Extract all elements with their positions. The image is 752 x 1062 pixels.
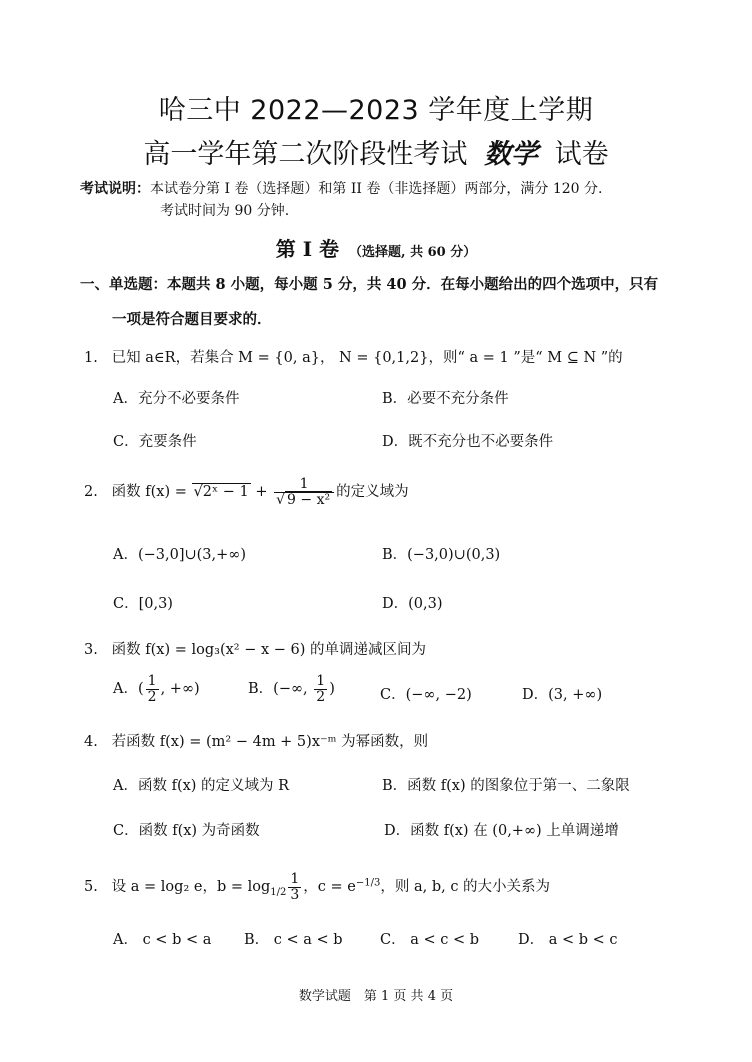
exam-subject: 数学 — [484, 139, 538, 170]
option-c: C．充要条件 — [113, 434, 197, 450]
option-c: C．函数 f(x) 为奇函数 — [113, 823, 260, 839]
option-b: B． c < a < b — [244, 932, 343, 948]
option-b: B．(−∞, $\frac{1}{2}$ ) — [248, 673, 335, 705]
fraction: $\frac{1}{\text{√ 9 − x²}}$ — [274, 477, 334, 507]
option-c: C． a < c < b — [380, 932, 479, 948]
question-text: 已知 a∈R，若集合 M = {0, a}， N = {0,1,2}，则“ a = 1 ”是“ M ⊆ N ”的 — [111, 350, 623, 366]
part1-instructions-line2: 一项是符合题目要求的． — [112, 311, 272, 328]
question-text: 若函数 f(x) = (m² − 4m + 5)x⁻ᵐ 为幂函数，则 — [111, 734, 429, 750]
question-3 — [84, 638, 426, 659]
option-a: A．(−3,0]∪(3,+∞) — [113, 547, 247, 563]
option-a: A．充分不必要条件 — [113, 391, 240, 407]
question-text: 函数 f(x) = log₃(x² − x − 6) 的单调递减区间为 — [111, 642, 427, 658]
exam-title-line2 — [0, 132, 752, 171]
option-d: D．既不充分也不必要条件 — [382, 434, 554, 450]
question-number: 5. — [84, 879, 98, 896]
option-a: A．( $\frac{1}{2}$ , +∞) — [113, 673, 200, 705]
option-c: C．(−∞, −2) — [380, 687, 472, 703]
section-subtitle: （选择题, 共 60 分） — [349, 245, 477, 260]
section-title: 第 I 卷 — [275, 237, 340, 261]
option-c: C．[0,3) — [113, 596, 173, 612]
question-number: 2. — [84, 484, 98, 501]
instructions-line1 — [80, 178, 602, 198]
exam-title-suffix: 试卷 — [554, 139, 609, 170]
option-d: D．(0,3) — [382, 596, 443, 612]
question-number: 3. — [84, 642, 98, 658]
part1-instructions-line1: 一、单选题：本题共 8 小题，每小题 5 分，共 40 分．在每小题给出的四个选项中，只有 — [80, 276, 659, 293]
option-b: B．(−3,0)∪(0,3) — [382, 547, 501, 563]
instructions-label: 考试说明： — [80, 181, 150, 197]
option-b: B．必要不充分条件 — [382, 391, 509, 407]
question-text-suffix: 的定义域为 — [336, 484, 409, 501]
option-b: B．函数 f(x) 的图象位于第一、二象限 — [382, 778, 630, 794]
question-2: 2. 函数 f(x) = √2ˣ − 1 + $\frac{1}{\text{√ 9 − x²}}$ 的定义域为 — [84, 476, 409, 508]
question-1 — [84, 346, 623, 367]
option-a: A．函数 f(x) 的定义域为 R — [113, 778, 290, 794]
instructions-line2: 考试时间为 90 分钟. — [160, 203, 290, 219]
exam-title-main: 高一学年第二次阶段性考试 — [143, 139, 468, 170]
instructions-text1: 本试卷分第 I 卷（选择题）和第 II 卷（非选择题）两部分，满分 120 分. — [150, 181, 603, 197]
question-4 — [84, 730, 428, 751]
section-heading — [0, 233, 752, 262]
question-5: 5. 设 a = log₂ e，$b = \log_{1/2}$ $\frac{1}{3}$ ，$c = e^{-1/3}$，则 a, b, c 的大小关系为 — [84, 871, 551, 903]
option-a: A． c < b < a — [113, 932, 212, 948]
exam-title-line1: 哈三中 2022—2023 学年度上学期 — [158, 95, 594, 126]
page-footer: 数学试题 第 1 页 共 4 页 — [298, 989, 454, 1004]
option-d: D．函数 f(x) 在 (0,+∞) 上单调递增 — [384, 823, 619, 839]
option-d: D． a < b < c — [518, 932, 618, 948]
question-number: 1. — [84, 350, 98, 366]
question-number: 4. — [84, 734, 98, 750]
sqrt-expression: √2ˣ − 1 — [193, 484, 249, 501]
option-d: D．(3, +∞) — [522, 687, 603, 703]
question-text-prefix: 函数 f(x) = — [111, 484, 192, 501]
